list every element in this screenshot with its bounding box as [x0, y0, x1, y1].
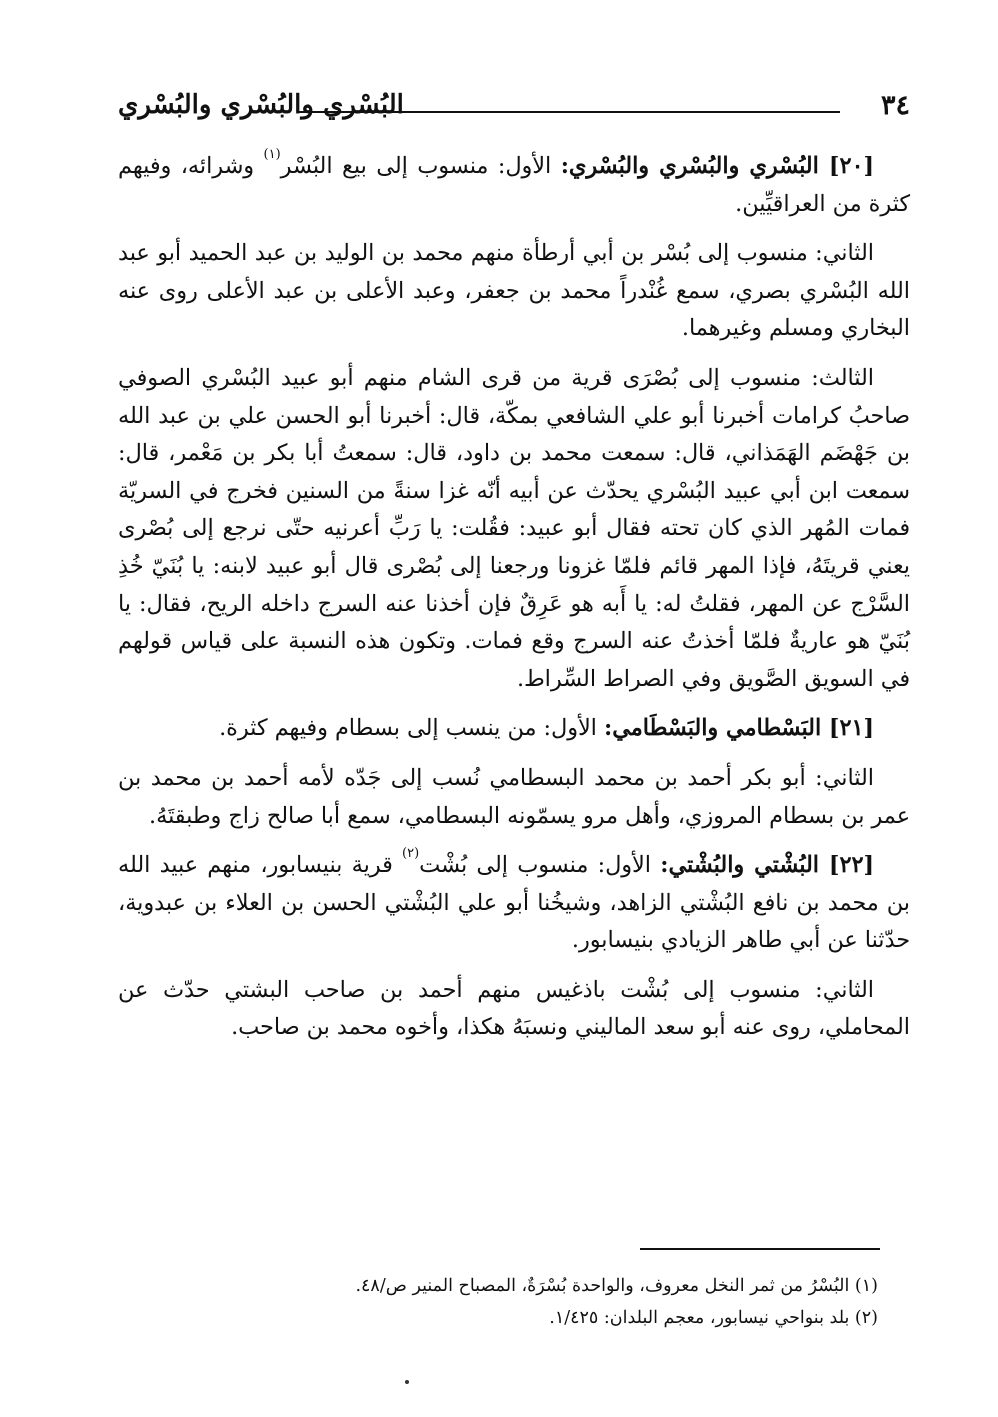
entry-text: الثالث: منسوب إلى بُصْرَى قرية من قرى الشام منهم أبو عبيد البُسْري الصوفي صاحبُ كرامات أخبرنا أبو علي الشافعي بمكّة، قال: أخبرنا أبو الحسن علي بن عبد الله بن جَهْضَم الهَمَذاني، قال: سمعت محمد بن داود، قال: سمعتُ أبا بكر بن مَعْمر، قال: سمعت ابن أبي عبيد البُسْري يحدّث عن أبيه أنّه غزا سنةً من السنين فخرج في السريّة فمات المُهر الذي كان تحته فقال أبو عبيد: فقُلت: يا رَبِّ أعرنيه حتّى نرجع إلى بُصْرى يعني قريتَهُ، فإذا المهر قائم فلمّا غزونا ورجعنا إلى بُصْرى قال أبو عبيد لابنه: يا بُنَيّ خُذِ السَّرْج عن المهر، فقلتُ له: يا أَبه هو عَرِقٌ فإن أخذنا عنه السرج داخله الريح، فقال: يا بُنَيّ هو عاريةٌ فلمّا أخذتُ عنه السرج وقع فمات. وتكون هذه النسبة على قياس قولهم في السويق الصَّويق وفي الصراط السِّراط.	[118, 364, 910, 692]
page-body	[118, 148, 910, 1059]
entry-label: [٢٢] البُشْتي والبُشْتي:	[660, 852, 874, 879]
footnote-2: (٢) بلد بنواحي نيسابور، معجم البلدان: ١/٤٢٥.	[549, 1308, 878, 1328]
page-mark	[405, 1380, 409, 1384]
entry-20-second	[118, 235, 910, 348]
footnote-1: (١) البُسْرُ من ثمر النخل معروف، والواحدة بُسْرَةٌ، المصباح المنير ص/٤٨.	[355, 1276, 878, 1296]
entry-label: [٢٠] البُسْري والبُسْري والبُسْري:	[560, 153, 874, 179]
entry-text: الثاني: منسوب إلى بُسْر بن أبي أرطأة منهم محمد بن الوليد بن عبد الحميد أبو عبد الله البُسْري بصري، سمع غُنْدراً محمد بن جعفر، وعبد الأعلى بن عبد الأعلى روى عنه البخاري ومسلم وغيرهما.	[118, 240, 910, 342]
entry-21-first	[118, 710, 910, 748]
entry-text: قرية بنيسابور، منهم عبيد الله بن محمد بن نافع البُشْتي الزاهد، وشيخُنا أبو علي البُشْتي الحسن بن العلاء بن عبدوية، حدّثنا عن أبي طاهر الزيادي بنيسابور.	[118, 852, 910, 954]
entry-21-second	[118, 760, 910, 835]
entry-22-second	[118, 972, 910, 1047]
entry-text: الأول: من ينسب إلى بسطام وفيهم كثرة.	[219, 715, 597, 742]
entry-text: الأول: منسوب إلى بُشْت	[419, 852, 651, 879]
footnote-rule	[640, 1248, 880, 1250]
page-number: ٣٤	[880, 90, 910, 121]
entry-22-first	[118, 847, 910, 960]
entry-20-first	[118, 148, 910, 223]
footnotes	[118, 1270, 880, 1334]
footnote-ref: (١)	[263, 147, 281, 162]
entry-label: [٢١] البَسْطامي والبَسْطَامي:	[603, 715, 874, 742]
entry-20-third	[118, 360, 910, 698]
running-head: البُسْري والبُسْري والبُسْري	[118, 90, 404, 120]
entry-text: وشرائه، وفيهم كثرة من العراقيِّين.	[118, 153, 910, 217]
footnote-ref: (٢)	[402, 846, 420, 862]
entry-text: الثاني: أبو بكر أحمد بن محمد البسطامي نُسب إلى جَدّه لأمه أحمد بن محمد بن عمر بن بسطام المروزي، وأهل مرو يسمّونه البسطامي، سمع أبا صالح زاج وطبقتَهُ.	[118, 764, 910, 829]
page-header	[118, 84, 910, 128]
entry-text: الثاني: منسوب إلى بُشْت باذغيس منهم أحمد بن صاحب البشتي حدّث عن المحاملي، روى عنه أبو سعد الماليني ونسبَهُ هكذا، وأخوه محمد بن صاحب.	[118, 976, 910, 1041]
entry-text: الأول: منسوب إلى بيع البُسْر	[280, 153, 552, 179]
